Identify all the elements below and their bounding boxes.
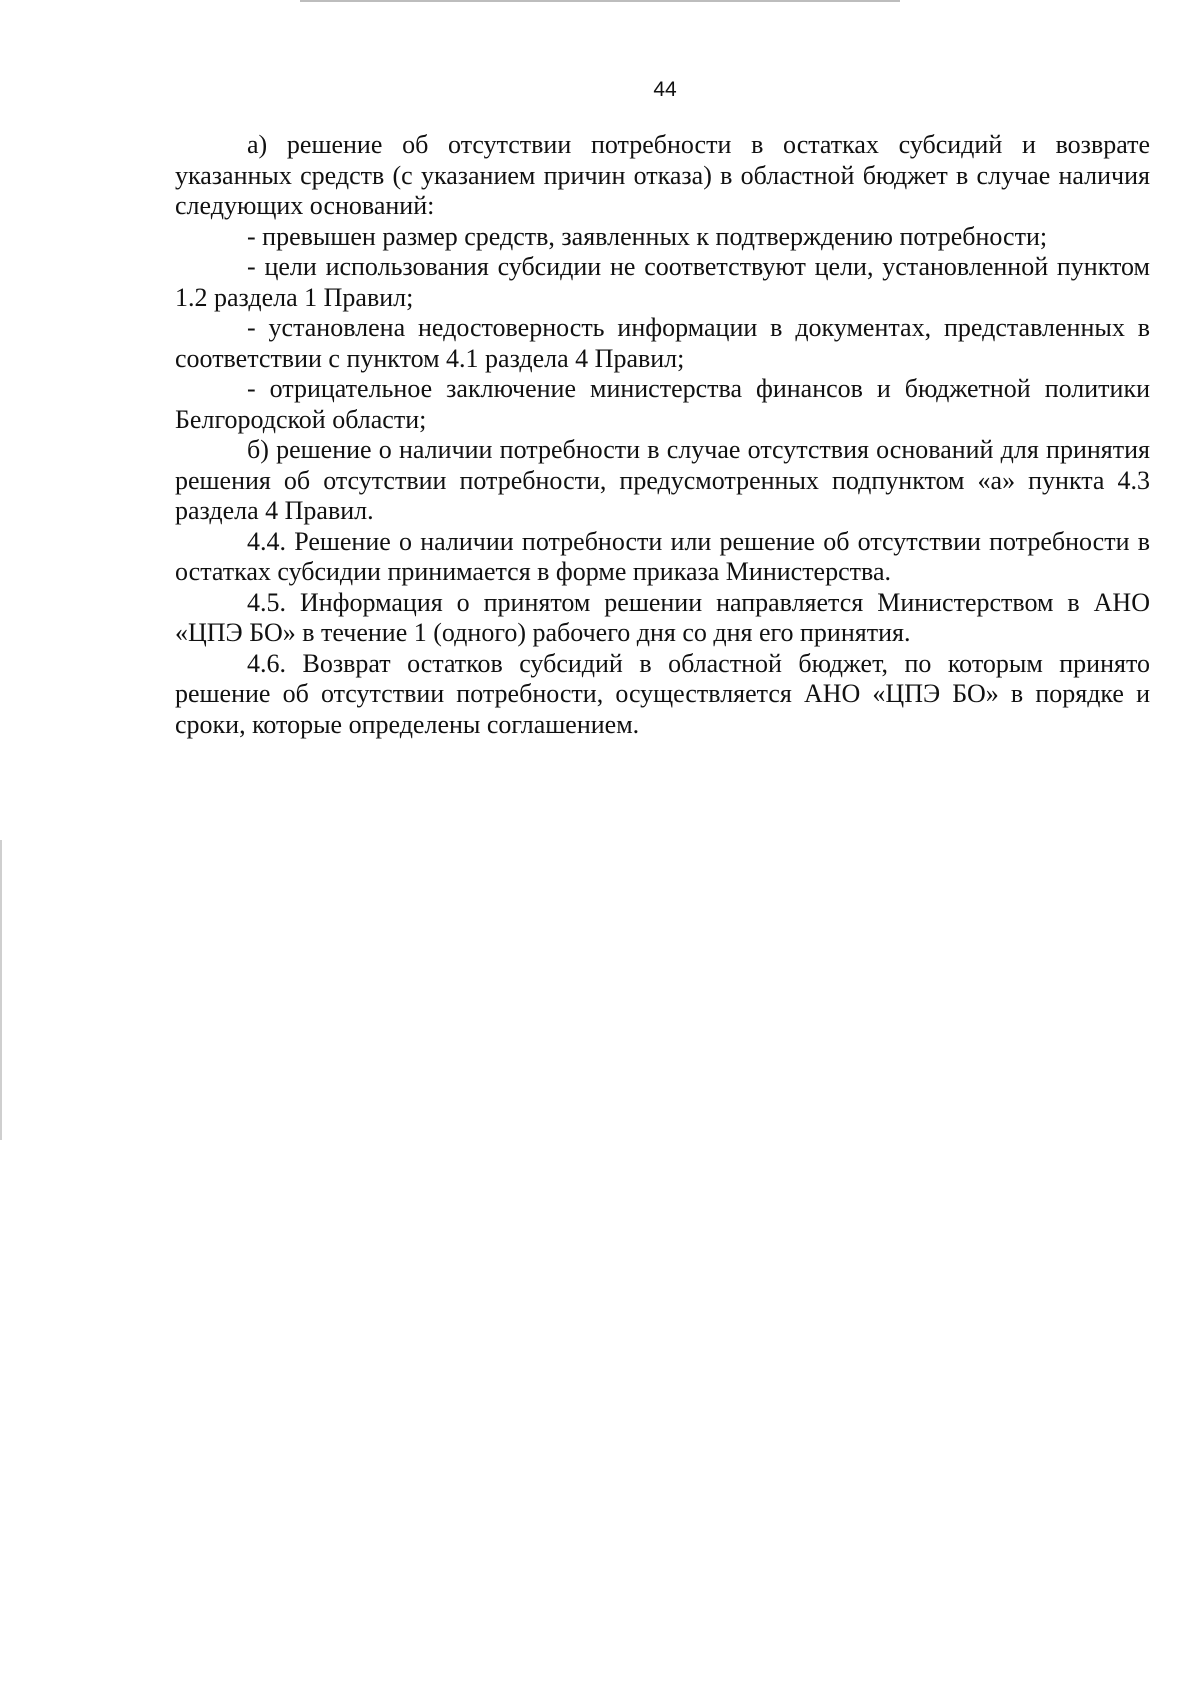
document-body — [175, 130, 1150, 740]
scan-edge-left — [0, 840, 2, 1140]
paragraph-reason-excess-amount: - превышен размер средств, заявленных к подтверждению потребности; — [247, 221, 1048, 251]
paragraph-4-6: 4.6. Возврат остатков субсидий в областной бюджет, по которым принято решение об отсутствии потребности, осуществляется АНО «ЦПЭ БО» в порядке и сроки, которые определены соглашением. — [175, 648, 1150, 739]
paragraph-subitem-b: б) решение о наличии потребности в случае отсутствия оснований для принятия решения об отсутствии потребности, предусмотренных подпунктом «а» пункта 4.3 раздела 4 Правил. — [175, 435, 1150, 525]
paragraph-reason-goal-mismatch: - цели использования субсидии не соответствуют цели, установленной пунктом 1.2 раздела 1 Правил; — [175, 252, 1150, 312]
paragraph-4-4: 4.4. Решение о наличии потребности или решение об отсутствии потребности в остатках субсидии принимается в форме приказа Министерства. — [175, 526, 1150, 586]
page-number: 44 — [653, 78, 677, 101]
paragraph-reason-unreliable-info: - установлена недостоверность информации в документах, представленных в соответствии с пунктом 4.1 раздела 4 Правил; — [175, 313, 1150, 373]
paragraph-reason-negative-conclusion: - отрицательное заключение министерства финансов и бюджетной политики Белгородской области; — [175, 374, 1150, 434]
paragraph-4-5: 4.5. Информация о принятом решении направляется Министерством в АНО «ЦПЭ БО» в течение 1 (одного) рабочего дня со дня его принятия. — [175, 587, 1150, 647]
scan-edge-top — [300, 0, 900, 2]
paragraph-subitem-a: а) решение об отсутствии потребности в остатках субсидий и возврате указанных средств (с указанием причин отказа) в областной бюджет в случае наличия следующих оснований: — [175, 130, 1150, 220]
